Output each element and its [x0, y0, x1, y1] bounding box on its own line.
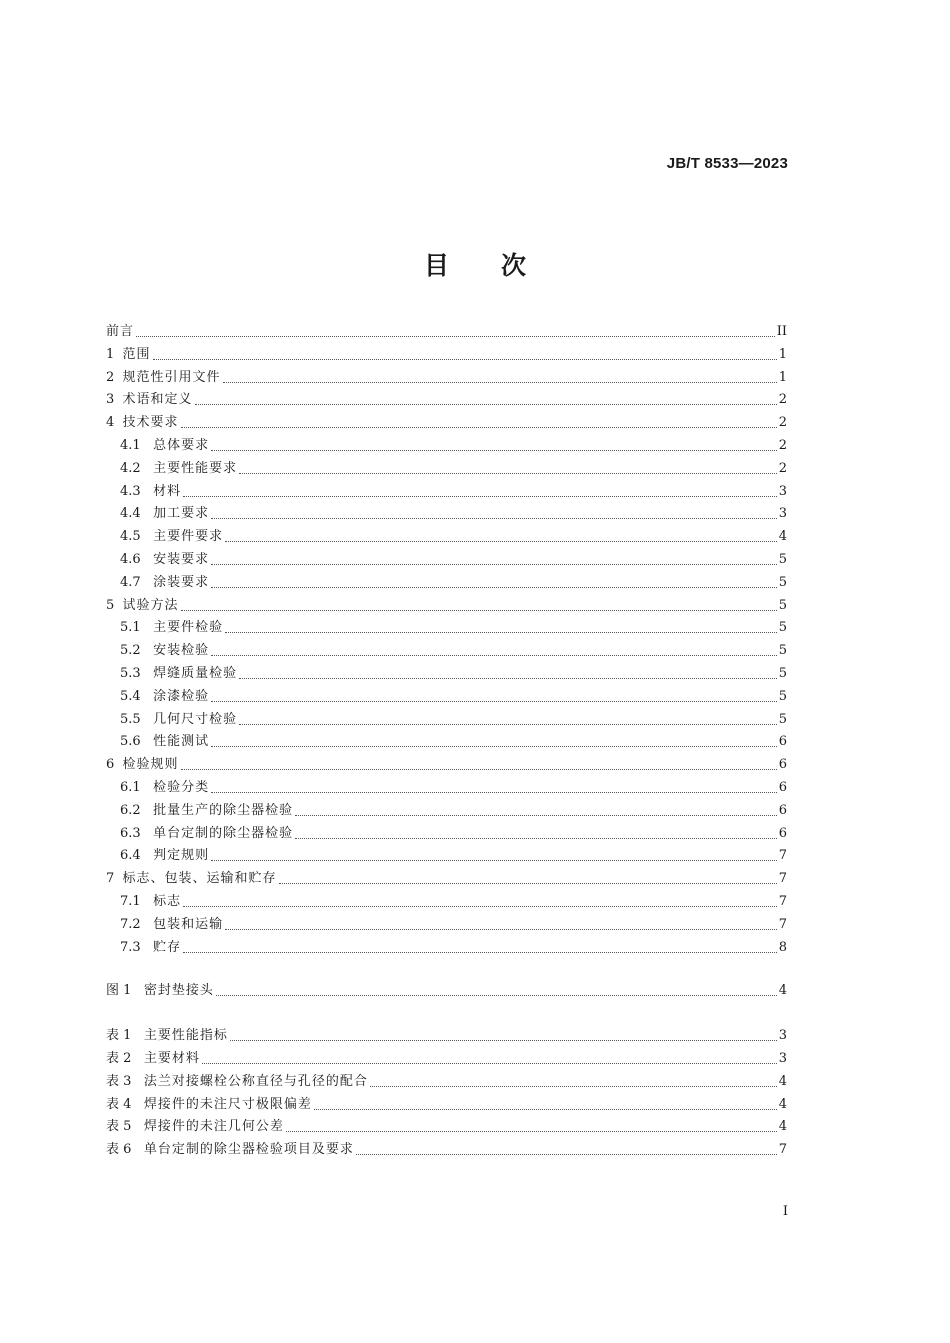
entry-number: 5.6 — [120, 734, 154, 750]
entry-label: 法兰对接螺栓公称直径与孔径的配合 — [143, 1073, 368, 1089]
page-number: I — [782, 1204, 788, 1219]
entry-page: 1 — [778, 369, 787, 385]
title-char-1: 目 — [423, 251, 449, 280]
toc-entry[interactable] — [106, 343, 787, 363]
entry-number: 2 — [106, 369, 123, 385]
entry-label: 主要件检验 — [153, 620, 224, 636]
entry-label: 贮存 — [153, 939, 182, 955]
entry-number: 5.4 — [120, 688, 154, 704]
entry-page: 5 — [778, 711, 787, 727]
toc-entry[interactable] — [106, 867, 787, 887]
toc-entry[interactable] — [120, 457, 787, 477]
entry-page: 2 — [778, 438, 787, 453]
entry-label: 焊缝质量检验 — [153, 666, 238, 681]
entry-label: 加工要求 — [153, 506, 210, 522]
dot-leader — [211, 645, 777, 656]
entry-page: 2 — [778, 415, 787, 431]
dot-leader — [286, 1121, 777, 1132]
entry-page: 8 — [778, 939, 787, 955]
entry-label: 性能测试 — [153, 734, 210, 750]
entry-number: 5.1 — [120, 620, 154, 636]
entry-label: 安装检验 — [153, 643, 210, 659]
dot-leader — [239, 463, 777, 474]
table-entry[interactable] — [106, 1070, 787, 1090]
dot-leader — [153, 349, 777, 360]
toc-entry[interactable] — [120, 525, 787, 545]
dot-leader — [211, 736, 777, 747]
dot-leader — [211, 782, 777, 793]
entry-number: 6 — [106, 757, 123, 773]
entry-label: 涂漆检验 — [153, 688, 210, 704]
entry-number: 5.5 — [120, 711, 154, 727]
dot-leader — [211, 440, 777, 451]
entry-label: 总体要求 — [153, 438, 210, 453]
toc-entry[interactable] — [120, 822, 787, 842]
entry-number: 7.1 — [120, 894, 154, 909]
table-entry[interactable] — [106, 1115, 787, 1135]
toc-entry[interactable] — [120, 434, 787, 454]
entry-label: 标志 — [153, 894, 182, 909]
entry-label: 规范性引用文件 — [122, 369, 221, 385]
dot-leader — [211, 850, 777, 861]
toc-entry[interactable] — [120, 502, 787, 522]
dot-leader — [211, 577, 777, 588]
entry-label: 材料 — [153, 483, 182, 499]
dot-leader — [225, 622, 777, 633]
entry-number: 1 — [106, 346, 123, 362]
entry-label: 检验分类 — [153, 780, 210, 795]
toc-entry[interactable] — [120, 913, 787, 933]
entry-number: 7 — [106, 871, 123, 887]
toc-entry[interactable] — [106, 366, 787, 386]
entry-number: 6.2 — [120, 802, 154, 818]
entry-page: 4 — [778, 529, 787, 545]
entry-number: 4.7 — [120, 574, 154, 590]
dot-leader — [181, 417, 777, 428]
entry-page: 2 — [778, 392, 787, 408]
dot-leader — [230, 1030, 777, 1041]
entry-label: 主要材料 — [143, 1051, 200, 1066]
entry-number: 4.1 — [120, 438, 154, 453]
dot-leader — [136, 326, 775, 337]
entry-page: 6 — [778, 825, 787, 841]
entry-page: 6 — [778, 757, 787, 773]
dot-leader — [183, 942, 777, 953]
entry-page: 6 — [778, 802, 787, 818]
entry-label: 安装要求 — [153, 552, 210, 567]
entry-page: 4 — [778, 1096, 787, 1112]
entry-page: 5 — [778, 620, 787, 636]
entry-page: 5 — [778, 574, 787, 590]
dot-leader — [225, 531, 777, 542]
entry-label: 主要性能要求 — [153, 460, 238, 476]
dot-leader — [295, 828, 777, 839]
entry-label: 单台定制的除尘器检验项目及要求 — [143, 1142, 354, 1158]
dot-leader — [370, 1076, 777, 1087]
entry-page: 4 — [778, 983, 787, 999]
dot-leader — [183, 486, 777, 497]
standard-number: JB/T 8533—2023 — [666, 155, 788, 172]
dot-leader — [211, 508, 777, 519]
dot-leader — [295, 805, 777, 816]
toc-entry[interactable] — [106, 753, 787, 773]
entry-number: 4 — [106, 415, 123, 431]
toc-entry[interactable] — [106, 388, 787, 408]
entry-page: 5 — [778, 552, 787, 567]
entry-label: 主要件要求 — [153, 529, 224, 545]
figure-entry[interactable] — [106, 979, 787, 999]
entry-number: 6.1 — [120, 780, 154, 795]
page-title — [0, 246, 950, 282]
entry-number: 5 — [106, 597, 123, 613]
entry-label: 焊接件的未注几何公差 — [143, 1119, 284, 1135]
entry-number: 表 3 — [106, 1073, 144, 1089]
entry-label: 单台定制的除尘器检验 — [153, 825, 294, 841]
entry-number: 表 2 — [106, 1051, 144, 1066]
entry-label: 批量生产的除尘器检验 — [153, 802, 294, 818]
entry-number: 图 1 — [106, 983, 144, 999]
entry-label: 判定规则 — [153, 848, 210, 864]
entry-number: 7.3 — [120, 939, 154, 955]
entry-page: 5 — [778, 597, 787, 613]
entry-number: 7.2 — [120, 916, 154, 932]
entry-number: 6.3 — [120, 825, 154, 841]
dot-leader — [181, 600, 777, 611]
toc-entry[interactable] — [120, 616, 787, 636]
entry-number: 表 6 — [106, 1142, 144, 1158]
dot-leader — [181, 759, 777, 770]
entry-page: 4 — [778, 1119, 787, 1135]
entry-label: 涂装要求 — [153, 574, 210, 590]
toc-entry[interactable] — [120, 685, 787, 705]
entry-page: 6 — [778, 734, 787, 750]
entry-page: 3 — [778, 1051, 787, 1066]
entry-label: 几何尺寸检验 — [153, 711, 238, 727]
entry-label: 包装和运输 — [153, 916, 224, 932]
entry-page: 3 — [778, 483, 787, 499]
entry-label: 试验方法 — [122, 597, 179, 613]
toc-entry[interactable] — [120, 639, 787, 659]
toc-entry[interactable] — [120, 936, 787, 956]
entry-number: 4.4 — [120, 506, 154, 522]
entry-page: 7 — [778, 871, 787, 887]
table-entry[interactable] — [106, 1047, 787, 1067]
entry-label: 标志、包装、运输和贮存 — [122, 871, 277, 887]
toc-entry[interactable] — [120, 844, 787, 864]
entry-label: 密封垫接头 — [143, 983, 214, 999]
toc-entry[interactable] — [120, 730, 787, 750]
toc-entry[interactable] — [106, 320, 787, 340]
dot-leader — [223, 372, 777, 383]
toc-entry[interactable] — [120, 662, 787, 682]
entry-number: 表 4 — [106, 1096, 144, 1112]
dot-leader — [195, 394, 777, 405]
entry-label: 术语和定义 — [122, 392, 193, 408]
dot-leader — [239, 714, 777, 725]
entry-page: 5 — [778, 666, 787, 681]
entry-number: 4.3 — [120, 483, 154, 499]
entry-number: 4.5 — [120, 529, 154, 545]
dot-leader — [202, 1053, 777, 1064]
dot-leader — [183, 896, 777, 907]
entry-page: 7 — [778, 1142, 787, 1158]
dot-leader — [211, 554, 777, 565]
dot-leader — [356, 1144, 777, 1155]
entry-page: 7 — [778, 894, 787, 909]
dot-leader — [211, 691, 777, 702]
entry-label: 范围 — [122, 346, 151, 362]
entry-number: 5.2 — [120, 643, 154, 659]
entry-number: 表 1 — [106, 1028, 144, 1044]
toc-entry[interactable] — [120, 799, 787, 819]
title-char-2: 次 — [501, 251, 527, 280]
toc-entry[interactable] — [120, 776, 787, 796]
entry-number: 表 5 — [106, 1119, 144, 1135]
toc-entry[interactable] — [120, 480, 787, 500]
entry-number: 4.6 — [120, 552, 154, 567]
entry-label: 检验规则 — [122, 757, 179, 773]
entry-page: 2 — [778, 460, 787, 476]
toc-entry[interactable] — [120, 890, 787, 910]
toc-entry[interactable] — [120, 571, 787, 591]
dot-leader — [239, 668, 777, 679]
entry-page: 4 — [778, 1073, 787, 1089]
entry-number: 6.4 — [120, 848, 154, 864]
toc-entry[interactable] — [120, 548, 787, 568]
toc-entry[interactable] — [106, 594, 787, 614]
dot-leader — [225, 919, 777, 930]
entry-page: 3 — [778, 506, 787, 522]
table-entry[interactable] — [106, 1093, 787, 1113]
dot-leader — [216, 985, 777, 996]
entry-page: 6 — [778, 780, 787, 795]
entry-page: 7 — [778, 848, 787, 864]
entry-label: 前言 — [106, 324, 135, 339]
entry-page: 5 — [778, 643, 787, 659]
toc-entry[interactable] — [106, 411, 787, 431]
dot-leader — [314, 1099, 777, 1110]
entry-number: 5.3 — [120, 666, 154, 681]
entry-page: 7 — [778, 916, 787, 932]
entry-number: 4.2 — [120, 460, 154, 476]
entry-page: 1 — [778, 346, 787, 362]
entry-page: II — [776, 324, 787, 339]
entry-label: 技术要求 — [122, 415, 179, 431]
table-entry[interactable] — [106, 1138, 787, 1158]
entry-label: 焊接件的未注尺寸极限偏差 — [143, 1096, 312, 1112]
entry-page: 3 — [778, 1028, 787, 1044]
table-entry[interactable] — [106, 1024, 787, 1044]
dot-leader — [279, 873, 777, 884]
entry-number: 3 — [106, 392, 123, 408]
entry-page: 5 — [778, 688, 787, 704]
toc-entry[interactable] — [120, 708, 787, 728]
entry-label: 主要性能指标 — [143, 1028, 228, 1044]
